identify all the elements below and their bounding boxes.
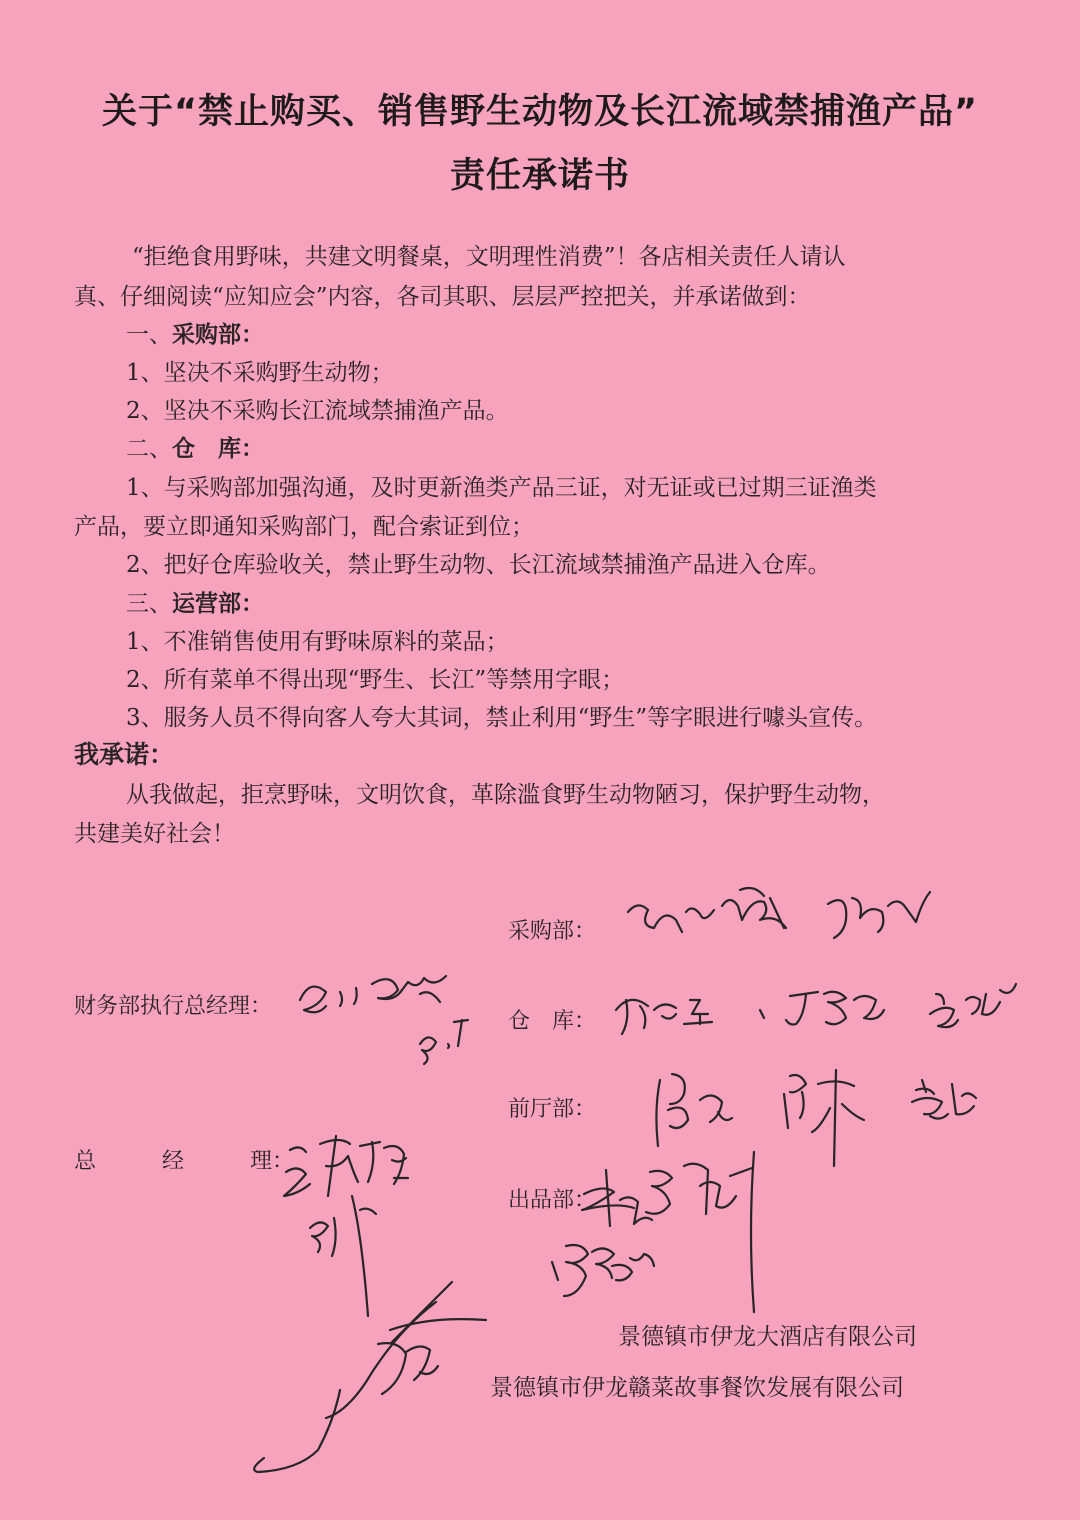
kitchen-signature-label: 出品部： xyxy=(508,1188,597,1213)
purchasing-signature-label: 采购部： xyxy=(508,919,597,944)
general-manager-signature-label: 总 经 理： xyxy=(74,1149,295,1174)
section-3-item-2: 2、所有菜单不得出现“野生、长江”等禁用字眼； xyxy=(126,667,625,693)
section-1-number: 一、 xyxy=(126,322,172,348)
company-name-2: 景德镇市伊龙赣菜故事餐饮发展有限公司 xyxy=(490,1375,904,1401)
front-office-signature-label: 前厅部： xyxy=(508,1097,597,1122)
intro-line-2: 真、仔细阅读“应知应会”内容，各司其职、层层严控把关，并承诺做到： xyxy=(74,284,811,310)
section-2-item-1-line-1: 1、与采购部加强沟通，及时更新渔类产品三证，对无证或已过期三证渔类 xyxy=(126,475,877,501)
purchasing-signature xyxy=(628,888,930,938)
warehouse-signature xyxy=(616,984,1016,1034)
general-manager-signature xyxy=(254,1136,486,1472)
section-3-title: 运营部： xyxy=(172,591,264,617)
finance-signature-label: 财务部执行总经理： xyxy=(74,994,273,1019)
pledge-title: 我承诺： xyxy=(74,740,175,769)
pledge-line-2: 共建美好社会！ xyxy=(74,821,235,847)
section-2-title: 仓 库： xyxy=(172,436,264,462)
document-title-line-2: 责任承诺书 xyxy=(449,156,630,196)
warehouse-signature-label: 仓 库： xyxy=(508,1009,597,1034)
company-name-1: 景德镇市伊龙大酒店有限公司 xyxy=(618,1324,917,1350)
pledge-line-1: 从我做起，拒烹野味，文明饮食，革除滥食野生动物陋习，保护野生动物， xyxy=(126,782,885,808)
section-2-number: 二、 xyxy=(126,436,172,462)
section-1-title: 采购部： xyxy=(172,322,264,348)
section-2-item-2: 2、把好仓库验收关，禁止野生动物、长江流域禁捕渔产品进入仓库。 xyxy=(126,552,831,578)
section-1-item-1: 1、坚决不采购野生动物； xyxy=(126,360,394,386)
section-3-number: 三、 xyxy=(126,591,172,617)
section-2-item-1-line-2: 产品，要立即通知采购部门，配合索证到位； xyxy=(74,514,534,540)
intro-line-1: “拒绝食用野味，共建文明餐桌，文明理性消费”！各店相关责任人请认 xyxy=(132,244,846,270)
section-3-item-3: 3、服务人员不得向客人夸大其词，禁止利用“野生”等字眼进行噱头宣传。 xyxy=(126,705,878,731)
section-3-item-1: 1、不准销售使用有野味原料的菜品； xyxy=(126,629,509,655)
kitchen-signature xyxy=(552,1152,754,1312)
front-office-signature xyxy=(656,1070,976,1166)
section-1-item-2: 2、坚决不采购长江流域禁捕渔产品。 xyxy=(126,398,509,424)
document-title-line-1: 关于“禁止购买、销售野生动物及长江流域禁捕渔产品” xyxy=(101,92,978,132)
finance-signature xyxy=(300,976,468,1064)
